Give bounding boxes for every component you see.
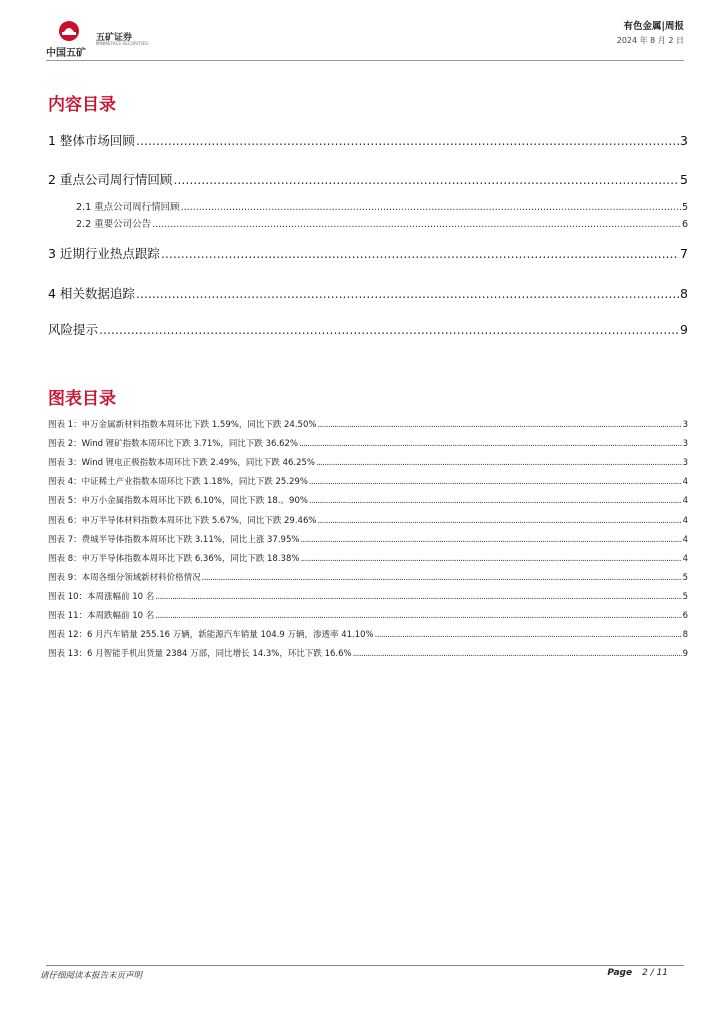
figure-entry-title: 图表 3：Wind 锂电正极指数本周环比下跌 2.49%，同比下跌 46.25% [48, 458, 315, 469]
figure-entry-title: 图表 1：申万金属新材料指数本周环比下跌 1.59%，同比下跌 24.50% [48, 420, 317, 430]
figure-leader-dots [309, 496, 682, 506]
toc-entry[interactable] [48, 244, 688, 262]
toc-entry[interactable] [48, 320, 688, 338]
figure-entry-title: 图表 12：6 月汽车销量 255.16 万辆，新能源汽车销量 104.9 万辆，渗透率 41.10% [48, 630, 374, 641]
figure-entry[interactable] [48, 514, 688, 526]
toc-leader-dots [99, 322, 679, 337]
figure-entry[interactable] [48, 590, 688, 602]
toc-entry-page: 5 [681, 202, 688, 213]
toc-entry[interactable] [48, 170, 688, 188]
figure-entry-title: 图表 9：本周各细分领域新材料价格情况 [48, 572, 201, 583]
toc-leader-dots [136, 286, 679, 301]
figure-entry-title: 图表 5：申万小金属指数本周环比下跌 6.10%，同比下跌 18.。90% [48, 496, 308, 507]
figure-entry[interactable] [48, 609, 688, 621]
figure-entry-page: 4 [682, 515, 688, 526]
toc-entry[interactable] [48, 284, 688, 302]
figure-entry-page: 4 [682, 534, 688, 545]
figure-entry-page: 6 [682, 611, 688, 621]
toc-entry-page: 3 [680, 133, 688, 148]
toc-entry-title: 风险提示 [48, 322, 99, 337]
toc-leader-dots [152, 219, 681, 230]
report-type: 有色金属|周报 [623, 21, 684, 32]
figure-entry-page: 3 [682, 439, 688, 450]
figure-entry-page: 4 [682, 496, 688, 507]
toc-entry-title: 4 相关数据追踪 [48, 286, 135, 301]
toc-leader-dots [161, 246, 679, 261]
figure-entry[interactable] [48, 494, 688, 506]
figure-leader-dots [317, 516, 681, 526]
figure-leader-dots [317, 420, 681, 430]
toc-leader-dots [136, 133, 679, 148]
figure-entry-title: 图表 4：中证稀土产业指数本周环比下跌 1.18%，同比下跌 25.29% [48, 477, 308, 488]
figure-entry[interactable] [48, 437, 688, 449]
footer-disclaimer: 请仔细阅读本报告末页声明 [40, 971, 143, 981]
toc-entry-page: 9 [680, 322, 688, 337]
figure-entry-page: 4 [682, 477, 688, 488]
logo-company-name: 中国五矿 [46, 48, 86, 59]
figures-title: 图表目录 [48, 389, 116, 409]
figure-entry[interactable] [48, 628, 688, 640]
figure-entry[interactable] [48, 647, 688, 659]
page-label: Page [607, 968, 633, 978]
toc-entry[interactable] [48, 131, 688, 149]
figure-entry-page: 5 [682, 572, 688, 583]
toc-title: 内容目录 [48, 95, 116, 115]
page-number: 2 / 11 [642, 968, 668, 978]
figure-entry-page: 8 [682, 630, 688, 641]
figure-entry[interactable] [48, 475, 688, 487]
footer-page-info [607, 968, 668, 978]
figure-entry-title: 图表 8：申万半导体指数本周环比下跌 6.36%，同比下跌 18.38% [48, 553, 300, 564]
toc-entry-page: 7 [680, 246, 688, 261]
toc-entry-title: 2 重点公司周行情回顾 [48, 172, 173, 187]
figure-leader-dots [309, 477, 682, 487]
figure-leader-dots [155, 611, 681, 621]
toc-entry-page: 5 [680, 172, 688, 187]
toc-entry[interactable] [76, 199, 688, 213]
toc-entry-page: 8 [680, 286, 688, 301]
report-date: 2024 年 8 月 2 日 [616, 36, 684, 45]
figure-entry-page: 3 [682, 458, 688, 469]
figure-entry-page: 9 [682, 649, 688, 660]
toc-leader-dots [173, 172, 679, 187]
figure-leader-dots [202, 573, 682, 583]
figure-leader-dots [155, 592, 681, 602]
figure-entry-title: 图表 13：6 月智能手机出货量 2384 万部，同比增长 14.3%，环比下跌 16.6% [48, 649, 352, 660]
logo-securities-english: MINMETALS SECURITIES [96, 41, 148, 46]
company-logo [46, 20, 148, 59]
page-header [46, 18, 684, 58]
toc-entry-title: 3 近期行业热点跟踪 [48, 246, 160, 261]
figure-entry[interactable] [48, 456, 688, 468]
figure-entry-page: 3 [682, 420, 688, 430]
figure-entry[interactable] [48, 418, 688, 430]
minmetals-logo-icon [58, 20, 80, 42]
figure-leader-dots [353, 649, 682, 659]
figure-leader-dots [316, 458, 682, 468]
toc-entry[interactable] [76, 216, 688, 230]
figure-entry-title: 图表 2：Wind 锂矿指数本周环比下跌 3.71%，同比下跌 36.62% [48, 439, 298, 450]
figure-entry-title: 图表 10：本周涨幅前 10 名 [48, 591, 155, 602]
toc-entry-title: 2.2 重要公司公告 [76, 219, 152, 230]
toc-entry-title: 2.1 重点公司周行情回顾 [76, 202, 180, 213]
figure-entry-page: 5 [682, 591, 688, 602]
logo-securities-name: 五矿证券 [96, 33, 133, 43]
figure-entry-page: 4 [682, 553, 688, 564]
toc-entry-page: 6 [681, 219, 688, 230]
toc-leader-dots [181, 202, 681, 213]
figure-entry[interactable] [48, 552, 688, 564]
header-divider [46, 60, 684, 61]
figure-leader-dots [300, 535, 681, 545]
figure-leader-dots [375, 630, 682, 640]
figure-entry[interactable] [48, 571, 688, 583]
footer-divider [46, 965, 684, 966]
figure-leader-dots [300, 554, 681, 564]
figure-leader-dots [299, 439, 682, 449]
figure-entry[interactable] [48, 533, 688, 545]
figure-entry-title: 图表 6：申万半导体材料指数本周环比下跌 5.67%，同比下跌 29.46% [48, 515, 317, 526]
toc-entry-title: 1 整体市场回顾 [48, 133, 135, 148]
figure-entry-title: 图表 7：费城半导体指数本周环比下跌 3.11%，同比上涨 37.95% [48, 534, 300, 545]
figure-entry-title: 图表 11：本周跌幅前 10 名 [48, 611, 155, 621]
